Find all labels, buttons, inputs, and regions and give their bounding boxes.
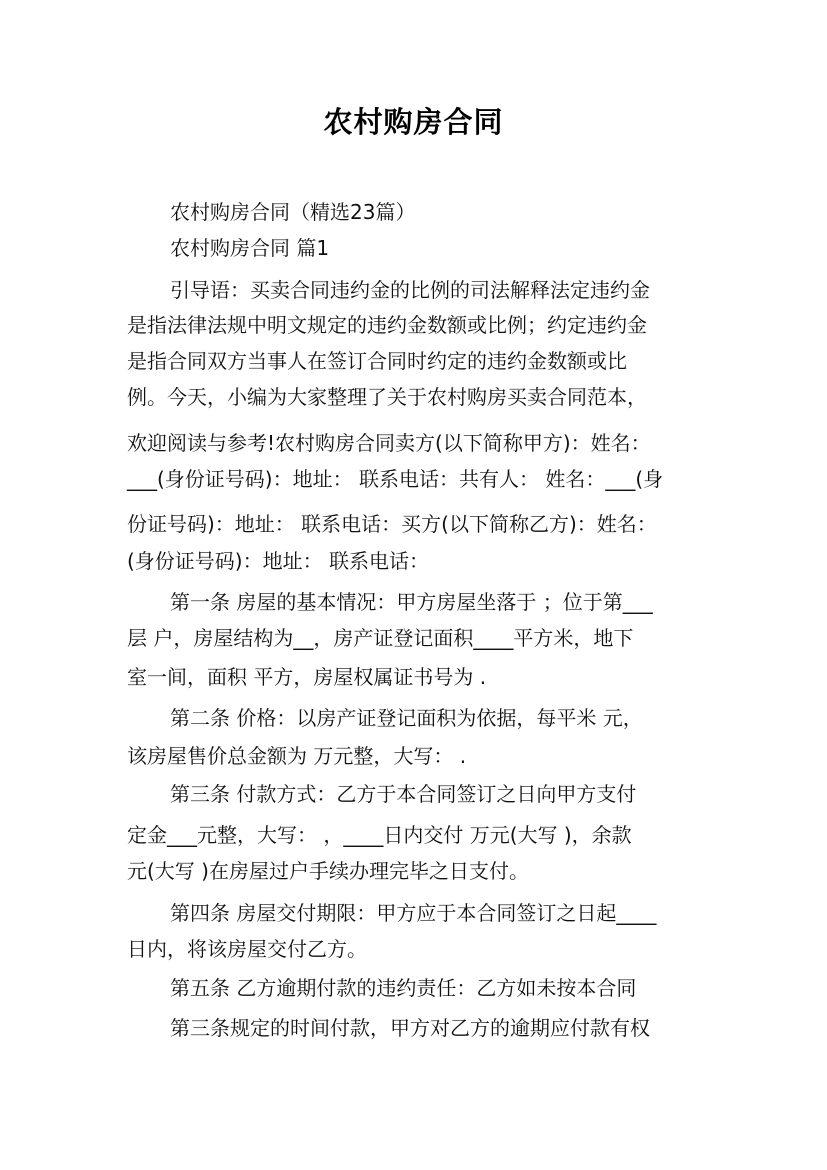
text-line: 例。今天，小编为大家整理了关于农村购房买卖合同范本， — [127, 385, 647, 409]
text-line: 元(大写 )在房屋过户手续办理完毕之日支付。 — [127, 859, 529, 883]
text-line: 层 户，房屋结构为__，房产证登记面积____平方米，地下 — [127, 626, 634, 650]
text-line: 第二条 价格：以房产证登记面积为依据，每平米 元， — [170, 706, 643, 730]
text-line: ___(身份证号码)：地址： 联系电话：共有人： 姓名：___(身 — [127, 467, 664, 491]
text-line: 第四条 房屋交付期限：甲方应于本合同签订之日起____ — [170, 901, 657, 925]
text-line: 室一间，面积 平方，房屋权属证书号为 . — [127, 665, 487, 689]
text-line: 份证号码)：地址： 联系电话：买方(以下简称乙方)：姓名： — [127, 512, 657, 536]
text-line: (身份证号码)：地址： 联系电话： — [127, 549, 429, 573]
text-line: 农村购房合同 篇1 — [170, 236, 330, 260]
text-line: 定金___元整，大写： ，____日内交付 万元(大写 )，余款 — [127, 823, 632, 847]
text-line: 农村购房合同（精选23篇） — [170, 200, 416, 224]
text-line: 欢迎阅读与参考!农村购房合同卖方(以下简称甲方)：姓名： — [127, 431, 651, 455]
text-line: 是指合同双方当事人在签订合同时约定的违约金数额或比 — [127, 349, 627, 373]
text-line: 第五条 乙方逾期付款的违约责任：乙方如未按本合同 — [170, 976, 637, 1000]
text-line: 日内，将该房屋交付乙方。 — [127, 937, 367, 961]
text-line: 引导语：买卖合同违约金的比例的司法解释法定违约金 — [170, 278, 650, 302]
text-line: 第三条规定的时间付款，甲方对乙方的逾期应付款有权 — [170, 1016, 650, 1040]
text-line: 该房屋售价总金额为 万元整，大写： . — [127, 744, 467, 768]
text-line: 第一条 房屋的基本情况：甲方房屋坐落于 ；位于第___ — [170, 590, 653, 614]
document-title: 农村购房合同 — [323, 105, 504, 139]
text-line: 第三条 付款方式：乙方于本合同签订之日向甲方支付 — [170, 782, 637, 806]
text-line: 是指法律法规中明文规定的违约金数额或比例；约定违约金 — [127, 313, 647, 337]
